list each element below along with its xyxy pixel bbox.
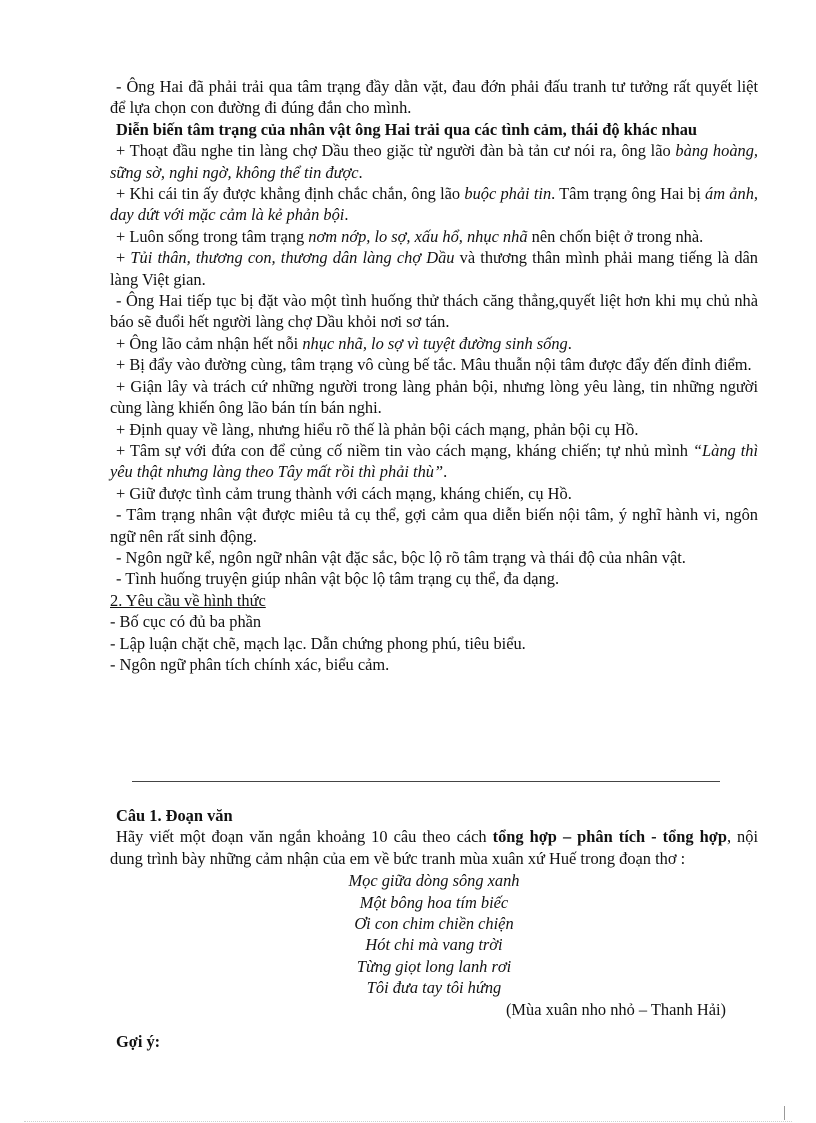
text-run: + Tâm sự với đứa con để củng cố niềm tin vào cách mạng, kháng chiến; tự nhủ mình bbox=[116, 440, 693, 460]
bullet-4 bbox=[110, 247, 758, 290]
text-run: nên chốn biệt ở trong nhà. bbox=[527, 226, 704, 246]
poem-line: Ơi con chim chiền chiện bbox=[354, 914, 514, 933]
poem-source: (Mùa xuân nho nhỏ – Thanh Hải) bbox=[505, 999, 726, 1019]
bullet-10 bbox=[110, 440, 758, 483]
bullet-12: - Tâm trạng nhân vật được miêu tả cụ thể, gợi cảm qua diễn biến nội tâm, ý nghĩ hành vi, ngôn ngữ nên rất sinh động. bbox=[110, 505, 758, 546]
bullet-11: + Giữ được tình cảm trung thành với cách mạng, kháng chiến, cụ Hồ. bbox=[116, 483, 572, 503]
section-heading: Diễn biến tâm trạng của nhân vật ông Hai trải qua các tình cảm, thái độ khác nhau bbox=[116, 119, 698, 139]
hint-label: Gợi ý: bbox=[116, 1031, 161, 1051]
form-item-1: - Bố cục có đủ ba phần bbox=[110, 612, 262, 632]
text-run: . Tâm trạng ông Hai bị bbox=[551, 184, 706, 204]
form-item-2: - Lập luận chặt chẽ, mạch lạc. Dẫn chứng phong phú, tiêu biểu. bbox=[110, 633, 526, 653]
page-bottom-border bbox=[24, 1121, 792, 1122]
form-item-3: - Ngôn ngữ phân tích chính xác, biểu cảm. bbox=[110, 654, 390, 674]
underlined-heading: 2. Yêu cầu về hình thức bbox=[110, 590, 266, 610]
bold-run: phân tích bbox=[577, 827, 646, 847]
italic-run: bàng hoàng, sững sờ, nghi ngờ, không thể tin được bbox=[110, 141, 759, 182]
bold-run: - bbox=[645, 827, 663, 847]
poem-line: Mọc giữa dòng sông xanh bbox=[348, 871, 520, 891]
italic-run: nơm nớp, lo sợ, xấu hổ, nhục nhã bbox=[308, 226, 528, 246]
italic-run: buộc phải tin bbox=[464, 184, 552, 204]
bullet-13: - Ngôn ngữ kể, ngôn ngữ nhân vật đặc sắc, bộc lộ rõ tâm trạng và thái độ của nhân vật. bbox=[116, 547, 686, 567]
italic-run: Tủi thân, thương con, thương dân làng chợ Dầu bbox=[130, 248, 455, 268]
bullet-14: - Tình huống truyện giúp nhân vật bộc lộ tâm trạng cụ thể, đa dạng. bbox=[116, 569, 560, 589]
intro-paragraph: - Ông Hai đã phải trải qua tâm trạng đầy dằn vặt, đau đớn phải đấu tranh tư tưởng rất quyết liệt để lựa chọn con đường đi đúng đắn cho mình. bbox=[110, 77, 758, 118]
document-body bbox=[110, 76, 758, 675]
bullet-7: + Bị đẩy vào đường cùng, tâm trạng vô cùng bế tắc. Mâu thuẫn nội tâm được đẩy đến đỉnh điểm. bbox=[116, 355, 752, 375]
bullet-3 bbox=[110, 226, 758, 247]
bullet-8: + Giận lây và trách cứ những người trong làng phản bội, nhưng lòng yêu làng, tin những người cùng làng khiến ông lão bán tín bán nghi. bbox=[110, 376, 758, 418]
poem-line: Tôi đưa tay tôi hứng bbox=[366, 978, 502, 998]
text-run: Hãy viết một đoạn văn ngắn khoảng 10 câu theo cách bbox=[116, 827, 493, 847]
italic-quote: “Làng thì yêu thật nhưng làng theo Tây mất rồi thì phải thù” bbox=[110, 440, 759, 482]
bullet-2 bbox=[110, 183, 758, 226]
text-run: + Khi cái tin ấy được khẳng định chắc chắn, ông lão bbox=[116, 184, 465, 204]
section-divider bbox=[132, 781, 720, 782]
text-run: . bbox=[567, 333, 572, 353]
bullet-9: + Định quay về làng, nhưng hiểu rõ thế là phản bội cách mạng, phản bội cụ Hồ. bbox=[116, 419, 639, 439]
question-prompt bbox=[110, 826, 758, 869]
form-requirements-heading bbox=[110, 590, 758, 611]
bullet-1 bbox=[110, 140, 758, 183]
bullet-5: - Ông Hai tiếp tục bị đặt vào một tình huống thử thách căng thẳng,quyết liệt hơn khi mụ chủ nhà báo sẽ đuổi hết người làng chợ Dầu khỏi nơi sơ tán. bbox=[110, 291, 758, 332]
question-section bbox=[110, 805, 758, 1052]
italic-run: nhục nhã, lo sợ vì tuyệt đường sinh sống bbox=[302, 333, 568, 353]
page-corner-mark bbox=[784, 1106, 793, 1120]
bullet-6 bbox=[110, 333, 758, 354]
italic-run: ám ảnh, day dứt với mặc cảm là kẻ phản bội bbox=[110, 184, 758, 225]
poem-line: Hót chi mà vang trời bbox=[365, 935, 503, 955]
bold-run: tổng hợp bbox=[662, 827, 727, 847]
poem-line: Từng giọt long lanh rơi bbox=[356, 956, 512, 976]
text-run: + bbox=[116, 248, 131, 268]
bold-run: tổng hợp bbox=[492, 827, 557, 847]
text-run: . bbox=[344, 205, 349, 225]
poem-excerpt bbox=[110, 870, 758, 998]
question-title: Câu 1. Đoạn văn bbox=[116, 806, 233, 825]
text-run: , nội dung trình bày những cảm nhận của em về bức tranh mùa xuân xứ Huế trong đoạn thơ : bbox=[110, 827, 759, 868]
text-run: + Luôn sống trong tâm trạng bbox=[116, 226, 309, 246]
bold-run: – bbox=[556, 827, 578, 847]
text-run: và thương thân mình phải mang tiếng là dân làng Việt gian. bbox=[110, 248, 758, 289]
text-run: + Ông lão cảm nhận hết nỗi bbox=[116, 333, 303, 353]
text-run: . bbox=[358, 162, 363, 182]
text-run: . bbox=[443, 462, 448, 482]
poem-line: Một bông hoa tím biếc bbox=[359, 892, 509, 912]
text-run: + Thoạt đầu nghe tin làng chợ Dầu theo giặc từ người đàn bà tản cư nói ra, ông lão bbox=[116, 141, 676, 161]
